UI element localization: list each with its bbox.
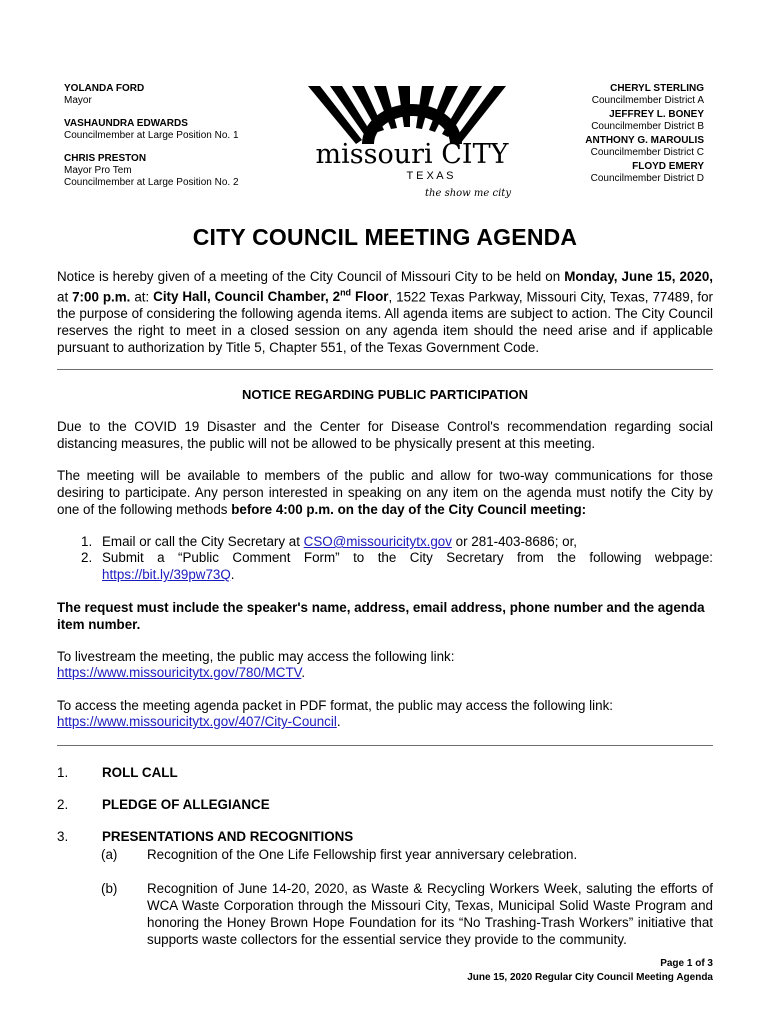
section-divider [57,745,713,746]
member-role: Councilmember at Large Position No. 1 [64,130,239,141]
member-role: Councilmember District A [591,95,704,106]
email-link[interactable]: CSO@missouricitytx.gov [303,534,452,549]
member-name: CHERYL STERLING [610,83,704,94]
livestream-text: To livestream the meeting, the public may access the following link: [57,649,455,664]
logo-state: T E X A S [406,170,454,182]
agenda-subitem: (a) Recognition of the One Life Fellowship first year anniversary celebration. [101,847,578,862]
page-number: Page 1 of 3 [660,958,713,969]
member-name: YOLANDA FORD [64,83,145,94]
agenda-page: YOLANDA FORD Mayor VASHAUNDRA EDWARDS Councilmember at Large Position No. 1 CHRIS PRESTON Mayor Pro Tem Councilmember at Large Position No. 2 missouri CITY T E X A S the show me city CHERYL STERLING Councilmember District A JEFFREY L. BONEY Councilmember District B ANTHONY G. MAROULIS Councilmember District C FLOYD EMERY Councilmember District D CITY COUNCIL MEETING AGENDA Notice is hereby given of a meeting of the City Council of Missouri City to be held on Monday, June 15, 2020, at 7:00 p.m. at: City Hall, Council Chamber, 2nd Floor, 1522 Texas Parkway, Missouri City, Texas, 77489, for the purpose of considering the following agenda items. All agenda items are subject to action. The City Council reserves the right to meet in a closed session on any agenda item should the need arise and if applicable pursuant to authorization by Title 5, Chapter 551, of the Texas Government Code. NOTICE REGARDING PUBLIC PARTICIPATION Due to the COVID 19 Disaster and the Center for Disease Control's recommendation regarding social distancing measures, the public will not be allowed to be physically present at this meeting. The meeting will be available to members of the public and allow for two-way communications for those desiring to participate. Any person interested in speaking on any item on the agenda must notify the City by one of the following methods before 4:00 p.m. on the day of the City Council meeting: 1. Email or call the City Secretary at CSO@missouricitytx.gov or 281-403-8686; or, 2. Submit a “Public Comment Form” to the City Secretary from the following webpage: https://bit.ly/39pw73Q. The request must include the speaker's name, address, email address, phone number and the agenda item number. To livestream the meeting, the public may access the following link: https://www.missouricitytx.gov/780/MCTV. To access the meeting agenda packet in PDF format, the public may access the following link: https://www.missouricitytx.gov/407/City-Council. 1. ROLL CALL 2. PLEDGE OF ALLEGIANCE 3. PRESENTATIONS AND RECOGNITIONS (a) Recognition of the One Life Fellowship first year anniversary celebration. (b) Recognition of June 14-20, 2020, as Waste & Recycling Workers Week, saluting the efforts of WCA Waste Corporation through the Missouri City, Texas, Municipal Solid Waste Program and honoring the Honey Brown Hope Foundation for its “No Trashing-Trash Workers” initiative that supports waste collectors for the essential service they provide to the community. Page 1 of 3 June 15, 2020 Regular City Council Meeting Agenda [0,0,770,1024]
council-member [64,118,294,142]
council-member [504,135,704,159]
livestream-link[interactable]: https://www.missouricitytx.gov/780/MCTV [57,665,302,680]
member-name: CHRIS PRESTON [64,153,147,164]
packet-link[interactable]: https://www.missouricitytx.gov/407/City-Council [57,714,337,729]
member-name: JEFFREY L. BONEY [609,109,704,120]
member-role: Councilmember District B [591,121,704,132]
member-role: Mayor Pro Tem [64,165,132,176]
meeting-notice: Notice is hereby given of a meeting of the City Council of Missouri City to be held on Monday, June 15, 2020, at 7:00 p.m. at: City Hall, Council Chamber, 2nd Floor, 1522 Texas Parkway, Missouri City, Texas, 77489, for the purpose of considering the following agenda items. All agenda items are subject to action. The City Council reserves the right to meet in a closed session on any agenda item should the need arise and if applicable pursuant to authorization by Title 5, Chapter 551, of the Texas Government Code. [57,269,713,356]
member-role: Councilmember at Large Position No. 2 [64,177,239,188]
council-right-column [504,83,704,187]
list-item: 1. Email or call the City Secretary at CSO@missouricitytx.gov or 281-403-8686; or, [81,534,578,549]
packet-line: https://www.missouricitytx.gov/407/City-Council. [57,714,341,729]
council-member [504,109,704,133]
section-heading: NOTICE REGARDING PUBLIC PARTICIPATION [242,387,528,402]
member-role: Mayor [64,95,92,106]
missouri-city-logo [300,82,524,202]
member-name: FLOYD EMERY [632,161,704,172]
list-item: 2. Submit a “Public Comment Form” to the City Secretary from the following webpage: https://bit.ly/39pw73Q. [81,550,713,582]
request-note: The request must include the speaker's name, address, email address, phone number and the agenda item number. [57,600,705,632]
covid-paragraph: Due to the COVID 19 Disaster and the Center for Disease Control's recommendation regarding social distancing measures, the public will not be allowed to be physically present at this meeting. [57,419,713,451]
council-member [64,153,294,189]
sunburst-logo-icon [300,82,524,202]
council-member [504,83,704,107]
council-left-column [64,83,294,200]
footer-title: June 15, 2020 Regular City Council Meeting Agenda [467,972,713,983]
comment-form-link[interactable]: https://bit.ly/39pw73Q [102,567,231,582]
council-member [504,161,704,185]
section-divider [57,369,713,370]
logo-tagline: the show me city [425,188,511,199]
page-title: CITY COUNCIL MEETING AGENDA [192,224,578,250]
member-name: ANTHONY G. MAROULIS [585,135,704,146]
member-role: Councilmember District D [590,173,704,184]
packet-text: To access the meeting agenda packet in PDF format, the public may access the following link: [57,698,613,713]
member-name: VASHAUNDRA EDWARDS [64,118,188,129]
agenda-subitem: (b) Recognition of June 14-20, 2020, as Waste & Recycling Workers Week, saluting the efforts of WCA Waste Corporation through the Missouri City, Texas, Municipal Solid Waste Program and honoring the Honey Brown Hope Foundation for its “No Trashing-Trash Workers” initiative that supports waste collectors for the essential service they provide to the community. [101,881,713,947]
livestream-line: https://www.missouricitytx.gov/780/MCTV. [57,665,306,680]
member-role: Councilmember District C [590,147,704,158]
council-member [64,83,294,107]
logo-wordmark: missouri CITY [315,139,509,170]
participation-paragraph: The meeting will be available to members of the public and allow for two-way communications for those desiring to participate. Any person interested in speaking on any item on the agenda must notify the City by one of the following methods before 4:00 p.m. on the day of the City Council meeting: [57,468,713,517]
